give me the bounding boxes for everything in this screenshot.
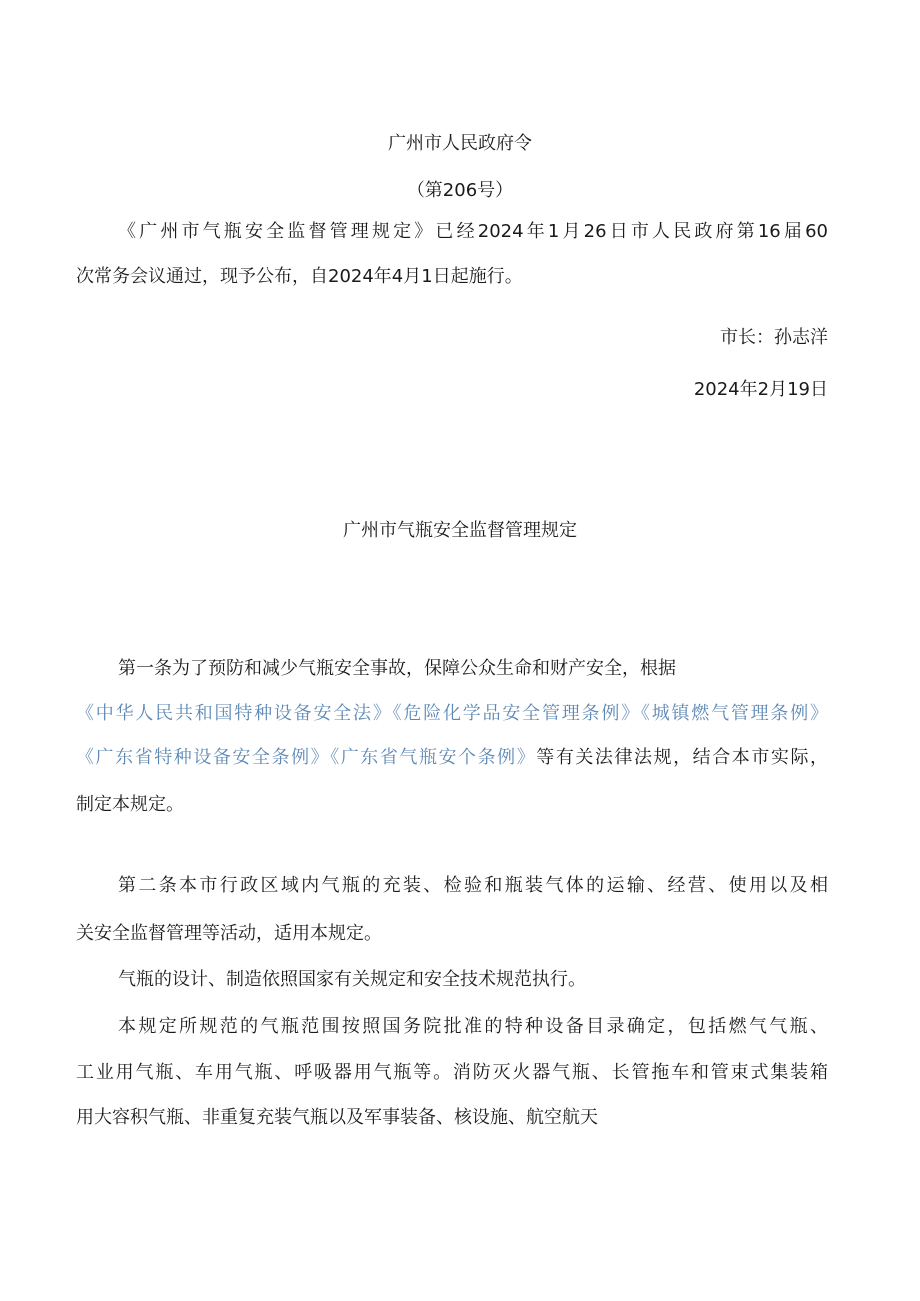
law-link-hazardous-chemicals[interactable]: 《危险化学品安全管理条例》	[392, 703, 641, 724]
article-1-line-3	[76, 745, 828, 771]
decree-body-line-1: 《广州市气瓶安全监督管理规定》已经2024年1月26日市人民政府第16届60	[118, 221, 828, 242]
regulation-title: 广州市气瓶安全监督管理规定	[343, 520, 577, 541]
decree-title: 广州市人民政府令	[388, 133, 532, 154]
law-link-urban-gas[interactable]: 《城镇燃气管理条例》	[640, 703, 829, 724]
article-2-para-3-line-1: 本规定所规范的气瓶范围按照国务院批准的特种设备目录确定，包括燃气气瓶、	[118, 1016, 828, 1037]
decree-body-line-2: 次常务会议通过，现予公布，自2024年4月1日起施行。	[76, 266, 523, 287]
article-2-line-1: 第二条本市行政区域内气瓶的充装、检验和瓶装气体的运输、经营、使用以及相	[118, 875, 828, 896]
article-2-para-2: 气瓶的设计、制造依照国家有关规定和安全技术规范执行。	[118, 969, 586, 990]
decree-date: 2024年2月19日	[693, 379, 828, 400]
decree-number: （第206号）	[406, 180, 514, 201]
article-1-line-1: 第一条为了预防和减少气瓶安全事故，保障公众生命和财产安全，根据	[118, 658, 676, 679]
article-2-para-3-line-3: 用大容积气瓶、非重复充装气瓶以及军事装备、核设施、航空航天	[76, 1107, 598, 1128]
article-2-para-3-line-2: 工业用气瓶、车用气瓶、呼吸器用气瓶等。消防灭火器气瓶、长管拖车和管束式集装箱	[76, 1062, 828, 1083]
law-link-special-equipment-act[interactable]: 《中华人民共和国特种设备安全法》	[76, 703, 393, 724]
law-link-guangdong-special-equipment[interactable]: 《广东省特种设备安全条例》	[76, 747, 331, 768]
article-1-laws-line	[76, 701, 828, 727]
decree-signer: 市长：孙志洋	[720, 327, 828, 348]
law-link-guangdong-gas-cylinder[interactable]: 《广东省气瓶安个条例》	[330, 747, 537, 768]
article-2-line-2: 关安全监督管理等活动，适用本规定。	[76, 923, 382, 944]
article-1-line-4: 制定本规定。	[76, 794, 184, 815]
article-1-line-3-tail: 等有关法律法规，结合本市实际，	[536, 747, 829, 768]
